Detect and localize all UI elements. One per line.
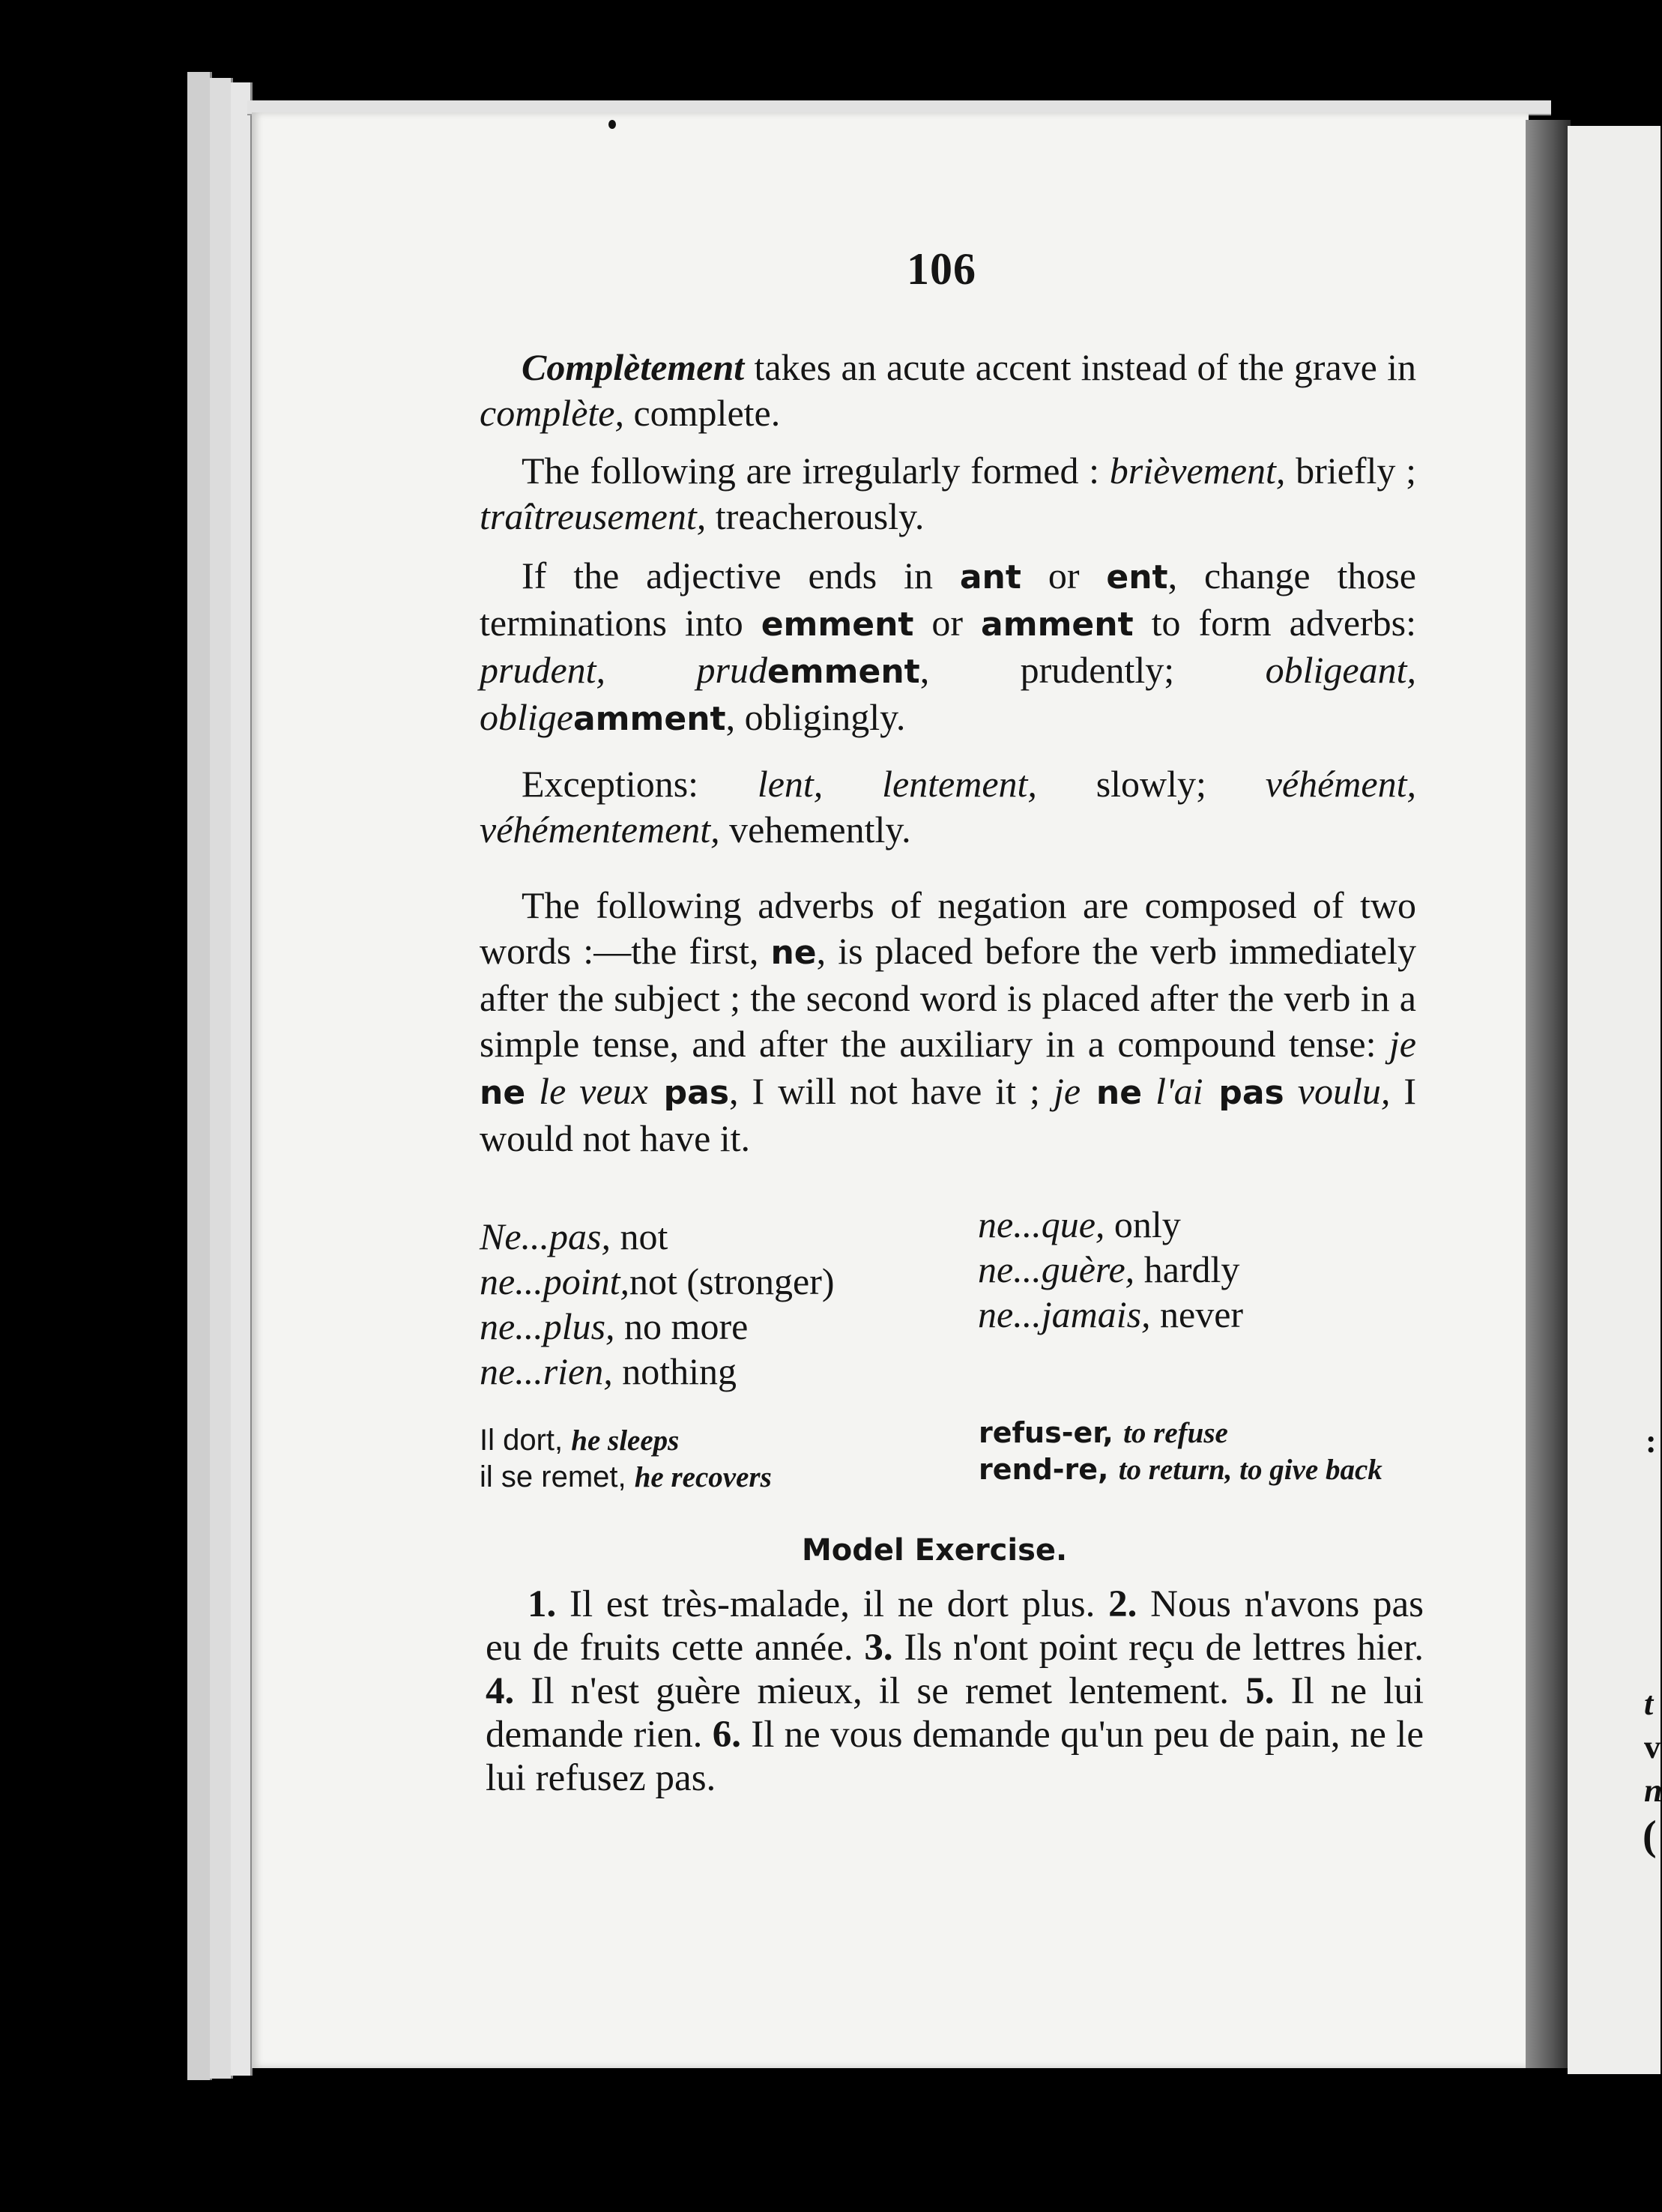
text: , is placed before the verb immediately after the subject ; the second word is placed after the verb in a simple tense, and after the auxiliary in a compound tense: — [480, 930, 1417, 1065]
exercise-number: 5. — [1245, 1670, 1275, 1712]
vocabulary-english: he recovers — [634, 1461, 772, 1493]
facing-page-glyph: ( — [1643, 1813, 1657, 1859]
book-spine — [1526, 120, 1571, 2068]
negation-item — [480, 1259, 967, 1304]
text: , I will not have it ; — [729, 1070, 1054, 1112]
negation-item — [978, 1292, 1427, 1337]
negation-gloss: nothing — [612, 1350, 737, 1392]
exercise-number: 3. — [864, 1627, 893, 1669]
paragraph — [480, 345, 1416, 436]
bold-word: pas — [647, 1074, 730, 1112]
exercise-sentence: Il ne vous demande qu'un peu de pain, ne le lui refusez pas. — [486, 1714, 1424, 1799]
text: , obligingly. — [725, 696, 906, 738]
paragraph — [480, 883, 1416, 1161]
negation-gloss: never — [1150, 1293, 1244, 1335]
bold-word: pas — [1203, 1074, 1284, 1112]
paragraph — [480, 761, 1416, 853]
facing-page-glyph: t — [1644, 1685, 1654, 1722]
bold-suffix: ant — [959, 558, 1021, 596]
italic-term: prudent, prud — [480, 649, 767, 691]
text: slowly; — [1036, 763, 1266, 805]
exercise-number: 2. — [1108, 1583, 1137, 1625]
negation-gloss: not — [611, 1215, 668, 1257]
negation-term: ne...point, — [480, 1260, 629, 1302]
italic-term: lent, lentement, — [757, 763, 1037, 805]
negation-item — [480, 1304, 967, 1349]
negation-term: ne...guère, — [978, 1248, 1135, 1290]
italic-term: je — [1053, 1070, 1081, 1112]
facing-page-glyph: : — [1646, 1423, 1657, 1460]
page-edge — [210, 78, 233, 2079]
section-heading: Model Exercise. — [802, 1533, 1068, 1568]
vocabulary-item — [480, 1422, 967, 1459]
bold-suffix: emment — [767, 653, 920, 691]
text: Exceptions: — [522, 763, 758, 805]
text: , change those terminations into — [480, 554, 1416, 644]
negation-gloss: hardly — [1134, 1248, 1240, 1290]
text: The following are irregularly formed : — [522, 450, 1110, 492]
vocabulary-item — [979, 1415, 1443, 1451]
negation-term: Ne...pas, — [480, 1215, 611, 1257]
text: or — [1021, 554, 1107, 596]
italic-term: obligeant, oblige — [480, 649, 1416, 738]
negation-term: ne...rien, — [480, 1350, 613, 1392]
page-edge — [231, 82, 253, 2076]
facing-page-glyph: n — [1644, 1772, 1662, 1809]
page-number: 106 — [907, 244, 976, 294]
italic-term: Complètement — [522, 346, 745, 388]
exercise-number: 6. — [712, 1714, 741, 1756]
italic-term: brièvement, — [1109, 450, 1286, 492]
text: briefly ; — [1285, 450, 1416, 492]
facing-page-glyph: v — [1644, 1729, 1661, 1765]
exercise-sentence: Il est très-malade, il ne dort plus. — [556, 1583, 1109, 1625]
negation-term: ne...plus, — [480, 1305, 615, 1347]
negation-column-right — [978, 1202, 1427, 1337]
negation-gloss: not (stronger) — [629, 1260, 835, 1302]
text: treacherously. — [706, 495, 925, 537]
vocabulary-column-right — [979, 1415, 1443, 1488]
bold-suffix: amment — [572, 700, 726, 738]
negation-term: ne...que, — [978, 1203, 1105, 1245]
italic-term: complète, — [480, 392, 624, 434]
text: The following adverbs of negation are composed of two words :—the first, — [480, 884, 1416, 972]
exercise-number: 4. — [486, 1670, 515, 1712]
bold-suffix: amment — [981, 605, 1134, 644]
vocabulary-french: refus-er, — [979, 1416, 1124, 1449]
italic-term: l'ai — [1142, 1070, 1203, 1112]
bold-suffix: ent — [1106, 558, 1168, 596]
negation-term: ne...jamais, — [978, 1293, 1151, 1335]
negation-item — [978, 1247, 1427, 1292]
italic-term: je — [1388, 1023, 1416, 1065]
vocabulary-french: rend-re, — [979, 1453, 1119, 1486]
text: to form adverbs: — [1133, 602, 1417, 644]
text: I would not have it. — [480, 1070, 1416, 1159]
text: takes an acute accent instead of the grave in — [744, 346, 1416, 388]
italic-term: le veux — [525, 1070, 648, 1112]
negation-item — [480, 1349, 967, 1394]
text: , prudently; — [919, 649, 1266, 691]
vocabulary-english: to refuse — [1123, 1417, 1228, 1449]
ink-fleck — [608, 120, 616, 129]
exercise-sentence: Il ne lui demande rien. — [486, 1670, 1424, 1756]
negation-column-left — [480, 1214, 967, 1394]
text: complete. — [623, 392, 781, 434]
exercise-sentence: Nous n'avons pas eu de fruits cette année. — [486, 1583, 1424, 1669]
vocabulary-item — [979, 1451, 1443, 1488]
paragraph — [480, 553, 1416, 742]
exercise-paragraph — [486, 1583, 1424, 1800]
negation-item — [480, 1214, 967, 1259]
exercise-sentence: Il n'est guère mieux, il se remet lentement. — [514, 1670, 1246, 1712]
page-edge — [187, 72, 212, 2080]
exercise-sentence: Ils n'ont point reçu de lettres hier. — [892, 1627, 1424, 1669]
bold-word: ne — [770, 934, 817, 972]
italic-term: voulu, — [1284, 1070, 1391, 1112]
bold-suffix: emment — [761, 605, 914, 644]
text: vehemently. — [719, 809, 911, 850]
paragraph — [480, 448, 1416, 540]
negation-gloss: no more — [614, 1305, 749, 1347]
vocabulary-english: he sleeps — [571, 1424, 680, 1457]
bold-word: ne — [480, 1074, 526, 1112]
negation-item — [978, 1202, 1427, 1247]
italic-term: véhément, véhémentement, — [480, 763, 1416, 850]
vocabulary-column-left — [480, 1422, 967, 1496]
exercise-number: 1. — [528, 1583, 557, 1625]
bold-word: ne — [1081, 1074, 1143, 1112]
vocabulary-item — [480, 1459, 967, 1496]
vocabulary-english: to return, to give back — [1118, 1454, 1383, 1486]
text: If the adjective ends in — [522, 554, 960, 596]
italic-term: traîtreusement, — [480, 495, 707, 537]
text: or — [913, 602, 982, 644]
vocabulary-french: Il dort, — [480, 1424, 572, 1457]
negation-gloss: only — [1105, 1203, 1181, 1245]
vocabulary-french: il se remet, — [480, 1460, 635, 1493]
